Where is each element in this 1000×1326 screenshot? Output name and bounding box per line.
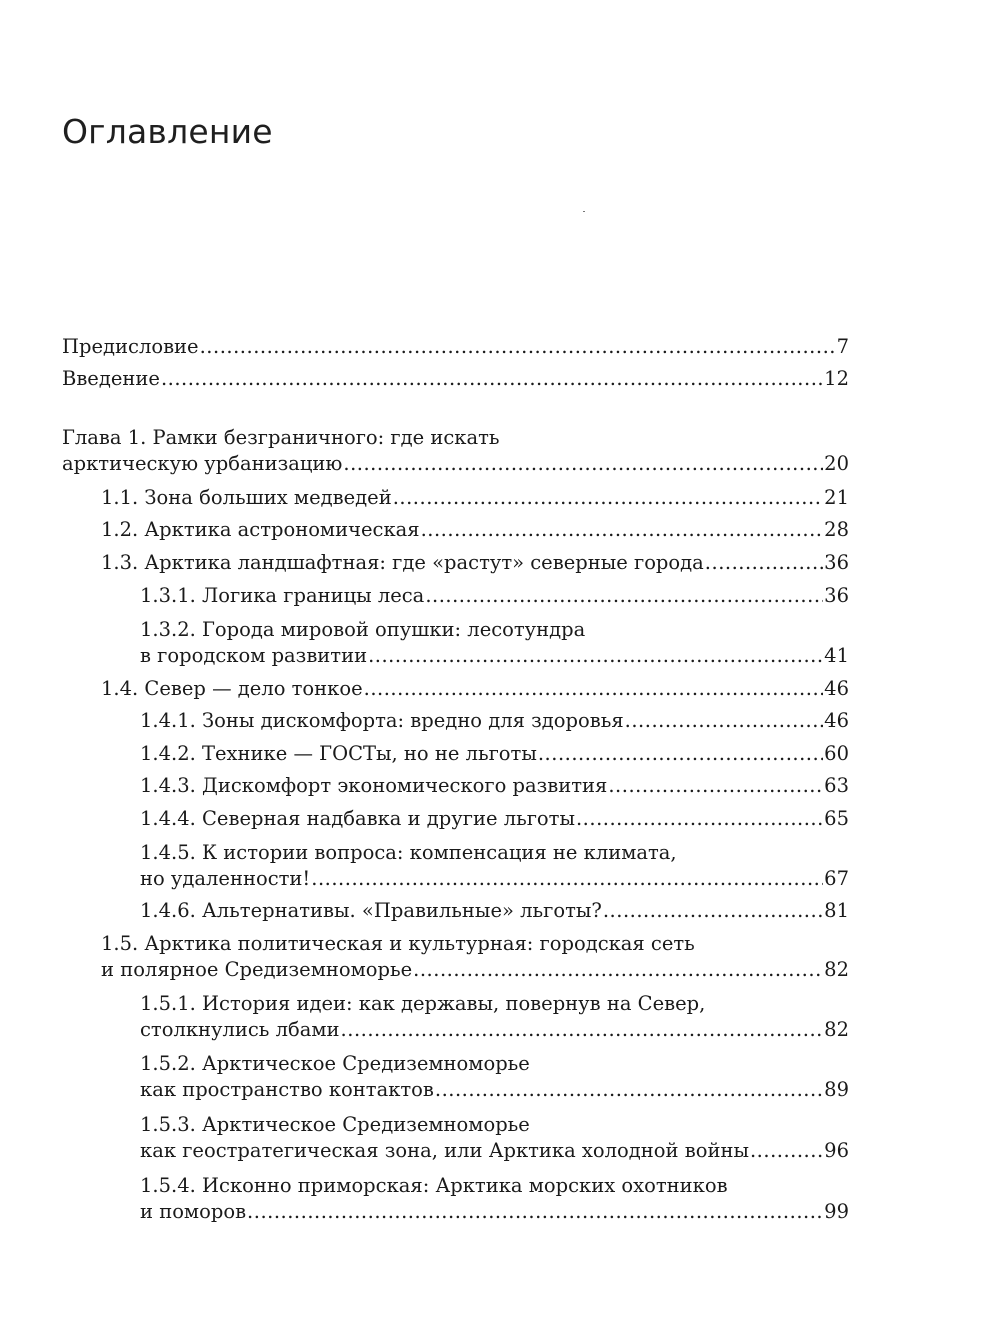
toc-entry-title: 1.4.2. Технике — ГОСТы, но не льготы [140, 742, 537, 765]
toc-entry-title-line2: но удаленности! [140, 867, 311, 890]
toc-entry-title-line1: 1.4.5. К истории вопроса: компенсация не климата, [140, 841, 677, 864]
toc-entry-title: Введение [62, 367, 160, 390]
dot-leader [576, 806, 823, 832]
toc-entry-section-1-5-1[interactable] [140, 991, 849, 1043]
toc-entry-section-1-4-4[interactable] [140, 806, 849, 832]
toc-entry-section-1-1[interactable] [101, 485, 849, 511]
dot-leader [247, 1199, 823, 1225]
toc-entry-section-1-4-5[interactable] [140, 840, 849, 892]
toc-entry-introduction[interactable] [62, 366, 849, 392]
toc-entry-title-line2: как геостратегическая зона, или Арктика холодной войны [140, 1139, 749, 1162]
toc-page-number: 67 [824, 867, 849, 890]
toc-entry-chapter-1[interactable] [62, 425, 849, 477]
page-title: Оглавление [62, 112, 273, 151]
toc-entry-section-1-4-2[interactable] [140, 741, 849, 767]
toc-entry-title: 1.4.1. Зоны дискомфорта: вредно для здоровья [140, 709, 624, 732]
toc-entry-title-line2: и поморов [140, 1200, 247, 1223]
toc-page-number: 12 [824, 367, 849, 390]
toc-page-number: 41 [824, 644, 849, 667]
toc-page-number: 36 [824, 584, 849, 607]
dot-leader [343, 451, 823, 477]
toc-page-number: 65 [824, 807, 849, 830]
toc-page-number: 7 [836, 335, 849, 358]
toc-entry-title-line1: 1.3.2. Города мировой опушки: лесотундра [140, 618, 586, 641]
toc-entry-section-1-5[interactable] [101, 931, 849, 983]
toc-entry-title-line2: арктическую урбанизацию [62, 452, 343, 475]
toc-page-number: 28 [824, 518, 849, 541]
toc-entry-preface[interactable] [62, 334, 849, 360]
toc-page-number: 96 [824, 1139, 849, 1162]
toc-entry-title: 1.3. Арктика ландшафтная: где «растут» северные города [101, 551, 704, 574]
toc-page-number: 60 [824, 742, 849, 765]
dot-leader [341, 1017, 824, 1043]
toc-entry-title: 1.4.6. Альтернативы. «Правильные» льготы? [140, 899, 602, 922]
toc-page-number: 46 [824, 709, 849, 732]
toc-entry-title-line1: 1.5. Арктика политическая и культурная: городская сеть [101, 932, 695, 955]
toc-entry-title-line2: и полярное Средиземноморье [101, 958, 413, 981]
toc-entry-title-line2: столкнулись лбами [140, 1018, 340, 1041]
toc-entry-section-1-3-1[interactable] [140, 583, 849, 609]
toc-page-number: 20 [824, 452, 849, 475]
dot-leader [705, 550, 823, 576]
toc-entry-section-1-4-3[interactable] [140, 773, 849, 799]
toc-entry-section-1-3[interactable] [101, 550, 849, 576]
dot-leader [425, 583, 823, 609]
toc-entry-title: 1.4.3. Дискомфорт экономического развития [140, 774, 608, 797]
toc-entry-title: Предисловие [62, 335, 199, 358]
toc-page-number: 46 [824, 677, 849, 700]
dot-leader [608, 773, 823, 799]
toc-entry-title-line1: 1.5.4. Исконно приморская: Арктика морских охотников [140, 1174, 728, 1197]
toc-entry-title: 1.4. Север — дело тонкое [101, 677, 363, 700]
dot-leader [538, 741, 823, 767]
dot-leader [625, 708, 824, 734]
dot-leader [311, 866, 823, 892]
toc-entry-title-line1: 1.5.1. История идеи: как державы, повернув на Север, [140, 992, 706, 1015]
dot-leader [200, 334, 836, 360]
dot-leader [421, 517, 824, 543]
toc-entry-title-line2: в городском развитии [140, 644, 368, 667]
toc-entry-section-1-2[interactable] [101, 517, 849, 543]
dot-leader [413, 957, 823, 983]
toc-entry-title-line1: 1.5.2. Арктическое Средиземноморье [140, 1052, 530, 1075]
toc-entry-title: 1.3.1. Логика границы леса [140, 584, 425, 607]
dot-leader [364, 676, 824, 702]
toc-entry-section-1-5-2[interactable] [140, 1051, 849, 1103]
toc-entry-section-1-4-6[interactable] [140, 898, 849, 924]
dot-leader [393, 485, 823, 511]
toc-entry-section-1-3-2[interactable] [140, 617, 849, 669]
toc-entry-title-line2: как пространство контактов [140, 1078, 434, 1101]
dot-leader [603, 898, 823, 924]
toc-entry-title: 1.4.4. Северная надбавка и другие льготы [140, 807, 575, 830]
toc-page-number: 82 [824, 1018, 849, 1041]
toc-entry-section-1-4-1[interactable] [140, 708, 849, 734]
toc-page-number: 99 [824, 1200, 849, 1223]
toc-page-number: 63 [824, 774, 849, 797]
toc-entry-section-1-4[interactable] [101, 676, 849, 702]
toc-entry-section-1-5-3[interactable] [140, 1112, 849, 1164]
dot-leader [161, 366, 823, 392]
toc-entry-title-line1: 1.5.3. Арктическое Средиземноморье [140, 1113, 530, 1136]
toc-entry-title: 1.1. Зона больших медведей [101, 486, 392, 509]
toc-page-number: 89 [824, 1078, 849, 1101]
toc-entry-title: 1.2. Арктика астрономическая [101, 518, 420, 541]
dot-leader [368, 643, 823, 669]
dot-leader [435, 1077, 823, 1103]
toc-page-number: 81 [824, 899, 849, 922]
dot-leader [750, 1138, 823, 1164]
toc-page-number: 21 [824, 486, 849, 509]
toc-page-number: 36 [824, 551, 849, 574]
toc-entry-section-1-5-4[interactable] [140, 1173, 849, 1225]
toc-page-number: 82 [824, 958, 849, 981]
toc-entry-title-line1: Глава 1. Рамки безграничного: где искать [62, 426, 500, 449]
